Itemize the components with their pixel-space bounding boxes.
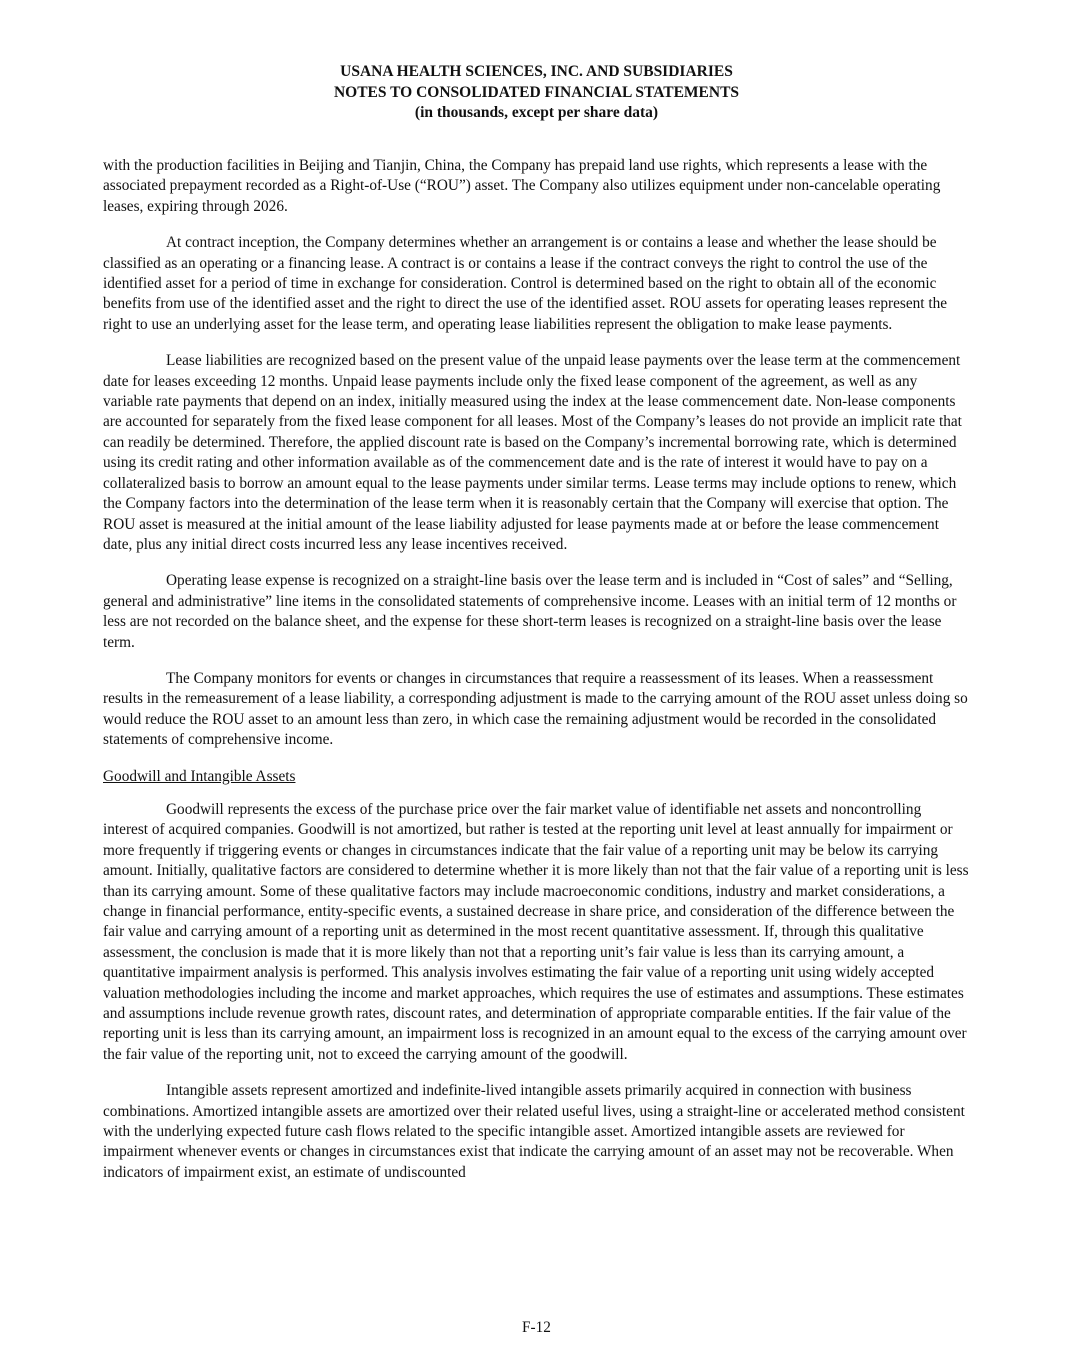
paragraph-lease-liabilities: Lease liabilities are recognized based on the present value of the unpaid lease payments over the lease term at the commencement date for leases exceeding 12 months. Unpaid lease payments include only the fixed lease component of the agreement, as well as any variable rate payments that depend on an index, initially measured using the index at the lease commencement date. Non-lease components are accounted for separately from the fixed lease component for all leases. Most of the Company’s leases do not provide an implicit rate that can readily be determined. Therefore, the applied discount rate is based on the Company’s incremental borrowing rate, which is determined using its credit rating and other information available as of the commencement date and is the rate of interest it would have to pay on a collateralized basis to borrow an amount equal to the lease payments under similar terms. Lease terms may include options to renew, which the Company factors into the determination of the lease term when it is reasonably certain that the Company will exercise that option. The ROU asset is measured at the initial amount of the lease liability adjusted for lease payments made at or before the lease commencement date, plus any initial direct costs incurred less any lease incentives received. (103, 352, 962, 553)
paragraph-goodwill: Goodwill represents the excess of the purchase price over the fair market value of identifiable net assets and noncontrolling interest of acquired companies. Goodwill is not amortized, but rather is tested at the reporting unit level at least annually for impairment or more frequently if triggering events or changes in circumstances indicate that the fair value of a reporting unit may be below its carrying amount. Initially, qualitative factors are considered to determine whether it is more likely than not that the fair value of a reporting unit is less than its carrying amount. Some of these qualitative factors may include macroeconomic conditions, industry and market considerations, a change in financial performance, entity-specific events, a sustained decrease in share price, and consideration of the difference between the fair value and carrying amount of a reporting unit as determined in the most recent quantitative assessment. If, through this qualitative assessment, the conclusion is made that it is more likely than not that a reporting unit’s fair value is less than its carrying amount, a quantitative impairment analysis is performed. This analysis involves estimating the fair value of a reporting unit using widely accepted valuation methodologies including the income and market approaches, which requires the use of estimates and assumptions. These estimates and assumptions include revenue growth rates, discount rates, and determination of appropriate comparable entities. If the fair value of the reporting unit is less than its carrying amount, an impairment loss is recognized in an amount equal to the excess of the carrying amount over the fair value of the reporting unit, not to exceed the carrying amount of the goodwill. (103, 800, 969, 1063)
page-header (0, 62, 1073, 124)
company-name-heading: USANA HEALTH SCIENCES, INC. AND SUBSIDIARIES (340, 63, 733, 80)
paragraph-lease-reassessment: The Company monitors for events or changes in circumstances that require a reassessment of its leases. When a reassessment results in the remeasurement of a lease liability, a corresponding adjustment is made to the carrying amount of the ROU asset unless doing so would reduce the ROU asset to an amount less than zero, in which case the remaining adjustment would be recorded in the consolidated statements of comprehensive income. (103, 669, 968, 749)
page-number: F-12 (522, 1319, 551, 1336)
paragraph-intangible-assets: Intangible assets represent amortized and indefinite-lived intangible assets primarily acquired in connection with business combinations. Amortized intangible assets are amortized over their related useful lives, using a straight-line or accelerated method consistent with the underlying expected future cash flows related to the specific intangible asset. Amortized intangible assets are reviewed for impairment whenever events or changes in circumstances exist that indicate the carrying amount of an asset may not be recoverable. When indicators of impairment exist, an estimate of undiscounted (103, 1082, 965, 1181)
paragraph-operating-lease-expense: Operating lease expense is recognized on a straight-line basis over the lease term and is included in “Cost of sales” and “Selling, general and administrative” line items in the consolidated statements of comprehensive income. Leases with an initial term of 12 months or less are not recorded on the balance sheet, and the expense for these short-term leases is recognized on a straight-line basis over the lease term. (103, 572, 957, 651)
section-heading-goodwill: Goodwill and Intangible Assets (103, 767, 296, 785)
notes-heading: NOTES TO CONSOLIDATED FINANCIAL STATEMENTS (333, 83, 740, 101)
paragraph-contract-inception: At contract inception, the Company determines whether an arrangement is or contains a lease and whether the lease should be classified as an operating or a financing lease. A contract is or contains a lease if the contract conveys the right to control the use of the identified asset for a period of time in exchange for consideration. Control is determined based on the right to obtain all of the economic benefits from use of the identified asset and the right to direct the use of the identified asset. ROU assets for operating leases represent the right to use an underlying asset for the lease term, and operating lease liabilities represent the obligation to make lease payments. (103, 234, 948, 333)
document-body (103, 156, 969, 1199)
units-note-heading: (in thousands, except per share data) (414, 104, 659, 121)
paragraph-lease-rights: with the production facilities in Beijing and Tianjin, China, the Company has prepaid land use rights, which represents a lease with the associated prepayment recorded as a Right-of-Use (“ROU”) asset. The Company also utilizes equipment under non-cancelable operating leases, expiring through 2026. (103, 157, 941, 215)
